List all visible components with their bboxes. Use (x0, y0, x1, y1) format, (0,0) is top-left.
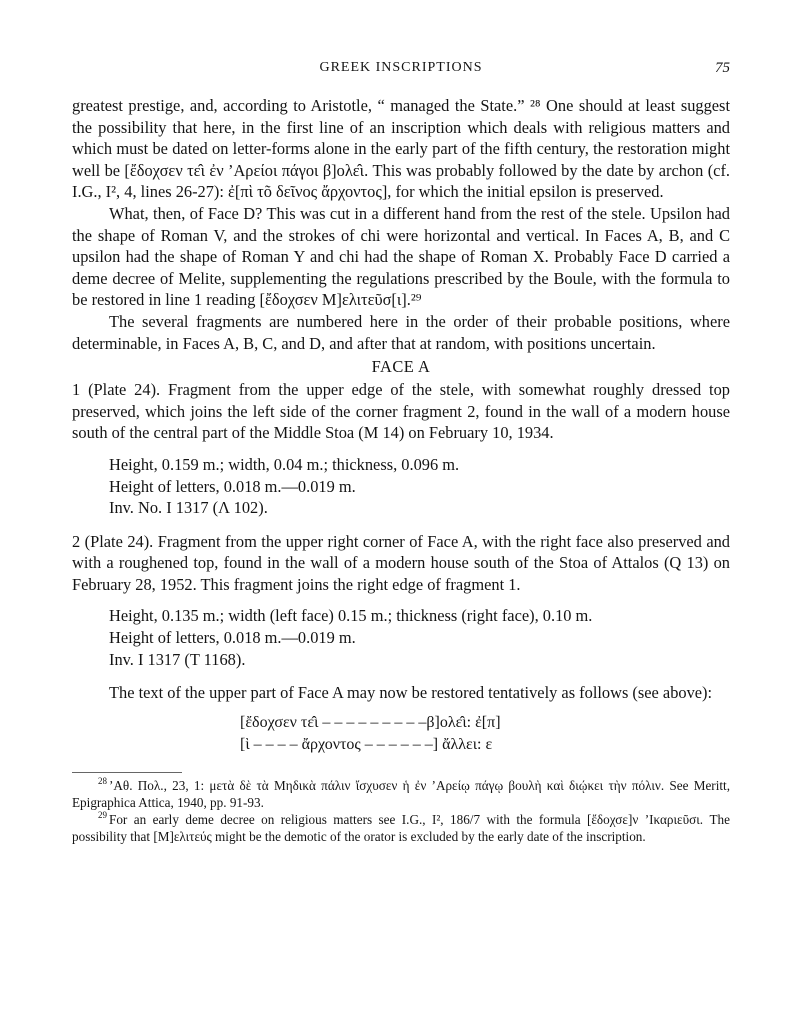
fragment-1-dimensions: Height, 0.159 m.; width, 0.04 m.; thickness, 0.096 m. (109, 454, 460, 474)
restoration-line-1: [ἔδοχσεν τε̂ι – – – – – – – – –β]ολε̂ι: ἐ[π] (240, 713, 501, 731)
section-heading: FACE A (371, 357, 431, 377)
fragment-1-description: 1 (Plate 24). Fragment from the upper edge of the stele, with somewhat roughly dressed top preserved, which joins the left side of the corner fragment 2, found in the wall of a modern house south of the central part of the Middle Stoa (M 14) on February 10, 1934. (72, 380, 730, 443)
text-intro: The text of the upper part of Face A may now be restored tentatively as follows (see above): (109, 683, 713, 703)
footnote-29-number: 29 (98, 810, 107, 821)
footnotes (72, 777, 730, 845)
restoration-text (240, 712, 730, 756)
fragment-1-letter-height: Height of letters, 0.018 m.—0.019 m. (109, 476, 356, 496)
restoration-line-2: [ὶ – – – – ἄρχοντος – – – – – –] ἄλλει: ε (240, 735, 493, 753)
footnote-rule (72, 772, 182, 773)
page-body (72, 95, 730, 845)
footnote-29 (72, 811, 730, 845)
fragment-2-specs (109, 605, 730, 670)
page-number: 75 (715, 60, 730, 76)
footnote-28-number: 28 (98, 776, 107, 787)
fragment-2-letter-height: Height of letters, 0.018 m.—0.019 m. (109, 628, 356, 648)
footnote-28-text: ’Αθ. Πολ., 23, 1: μετὰ δὲ τὰ Μηδικὰ πάλιν ἴσχυσεν ἡ ἐν ’Αρείῳ πάγῳ βουλὴ καὶ διῴκει τὴν πόλιν. See Meritt, Epigraphica Attica, 1940, pp. 91-93. (72, 777, 730, 810)
fragment-1-inventory: Inv. No. I 1317 (Λ 102). (109, 498, 268, 518)
fragment-2-dimensions: Height, 0.135 m.; width (left face) 0.15 m.; thickness (right face), 0.10 m. (109, 606, 593, 626)
footnote-29-text: For an early deme decree on religious matters see I.G., I², 186/7 with the formula [ἔδοχσε]ν ’Ικαριεῦσι. The possibility that [Μ]ελιτεύς might be the demotic of the orator is excluded by the early date of the inscription. (72, 811, 730, 844)
paragraph-continuation: greatest prestige, and, according to Aristotle, “ managed the State.” ²⁸ One should at least suggest the possibility that here, in the first line of an inscription which deals with religious matters and which must be dated on letter-forms alone in the early part of the fifth century, the restoration might well be [ἔδοχσεν τε̂ι ἐν ’Αρείοι πάγοι β]ολε̂ι. This was probably followed by the date by archon (cf. I.G., I², 4, lines 26-27): ἐ[πὶ τõ δεῖνος ἄρχοντος], for which the initial epsilon is preserved. (72, 96, 730, 202)
footnote-28 (72, 777, 730, 811)
running-title: GREEK INSCRIPTIONS (319, 60, 483, 75)
page-header (72, 60, 730, 80)
paragraph-fragments-order: The several fragments are numbered here in the order of their probable positions, where determinable, in Faces A, B, C, and D, and after that at random, with positions uncertain. (72, 311, 730, 353)
fragment-2-inventory: Inv. I 1317 (T 1168). (109, 649, 246, 669)
fragment-1-specs (109, 454, 730, 519)
fragment-2-description: 2 (Plate 24). Fragment from the upper right corner of Face A, with the right face also preserved and with a roughened top, found in the wall of a modern house south of the Stoa of Attalos (Q 13) on February 28, 1952. This fragment joins the right edge of fragment 1. (72, 531, 730, 594)
paragraph-face-d: What, then, of Face D? This was cut in a different hand from the rest of the stele. Upsilon had the shape of Roman V, and the strokes of chi were horizontal and vertical. In Faces A, B, and C upsilon had the shape of Roman Y and chi had the shape of Roman X. Probably Face D carried a deme decree of Melite, supplementing the regulations prescribed by the Boule, with the formula to be restored in line 1 reading [ἔδοχσεν Μ]ελιτεῦσ[ι].²⁹ (72, 203, 730, 310)
